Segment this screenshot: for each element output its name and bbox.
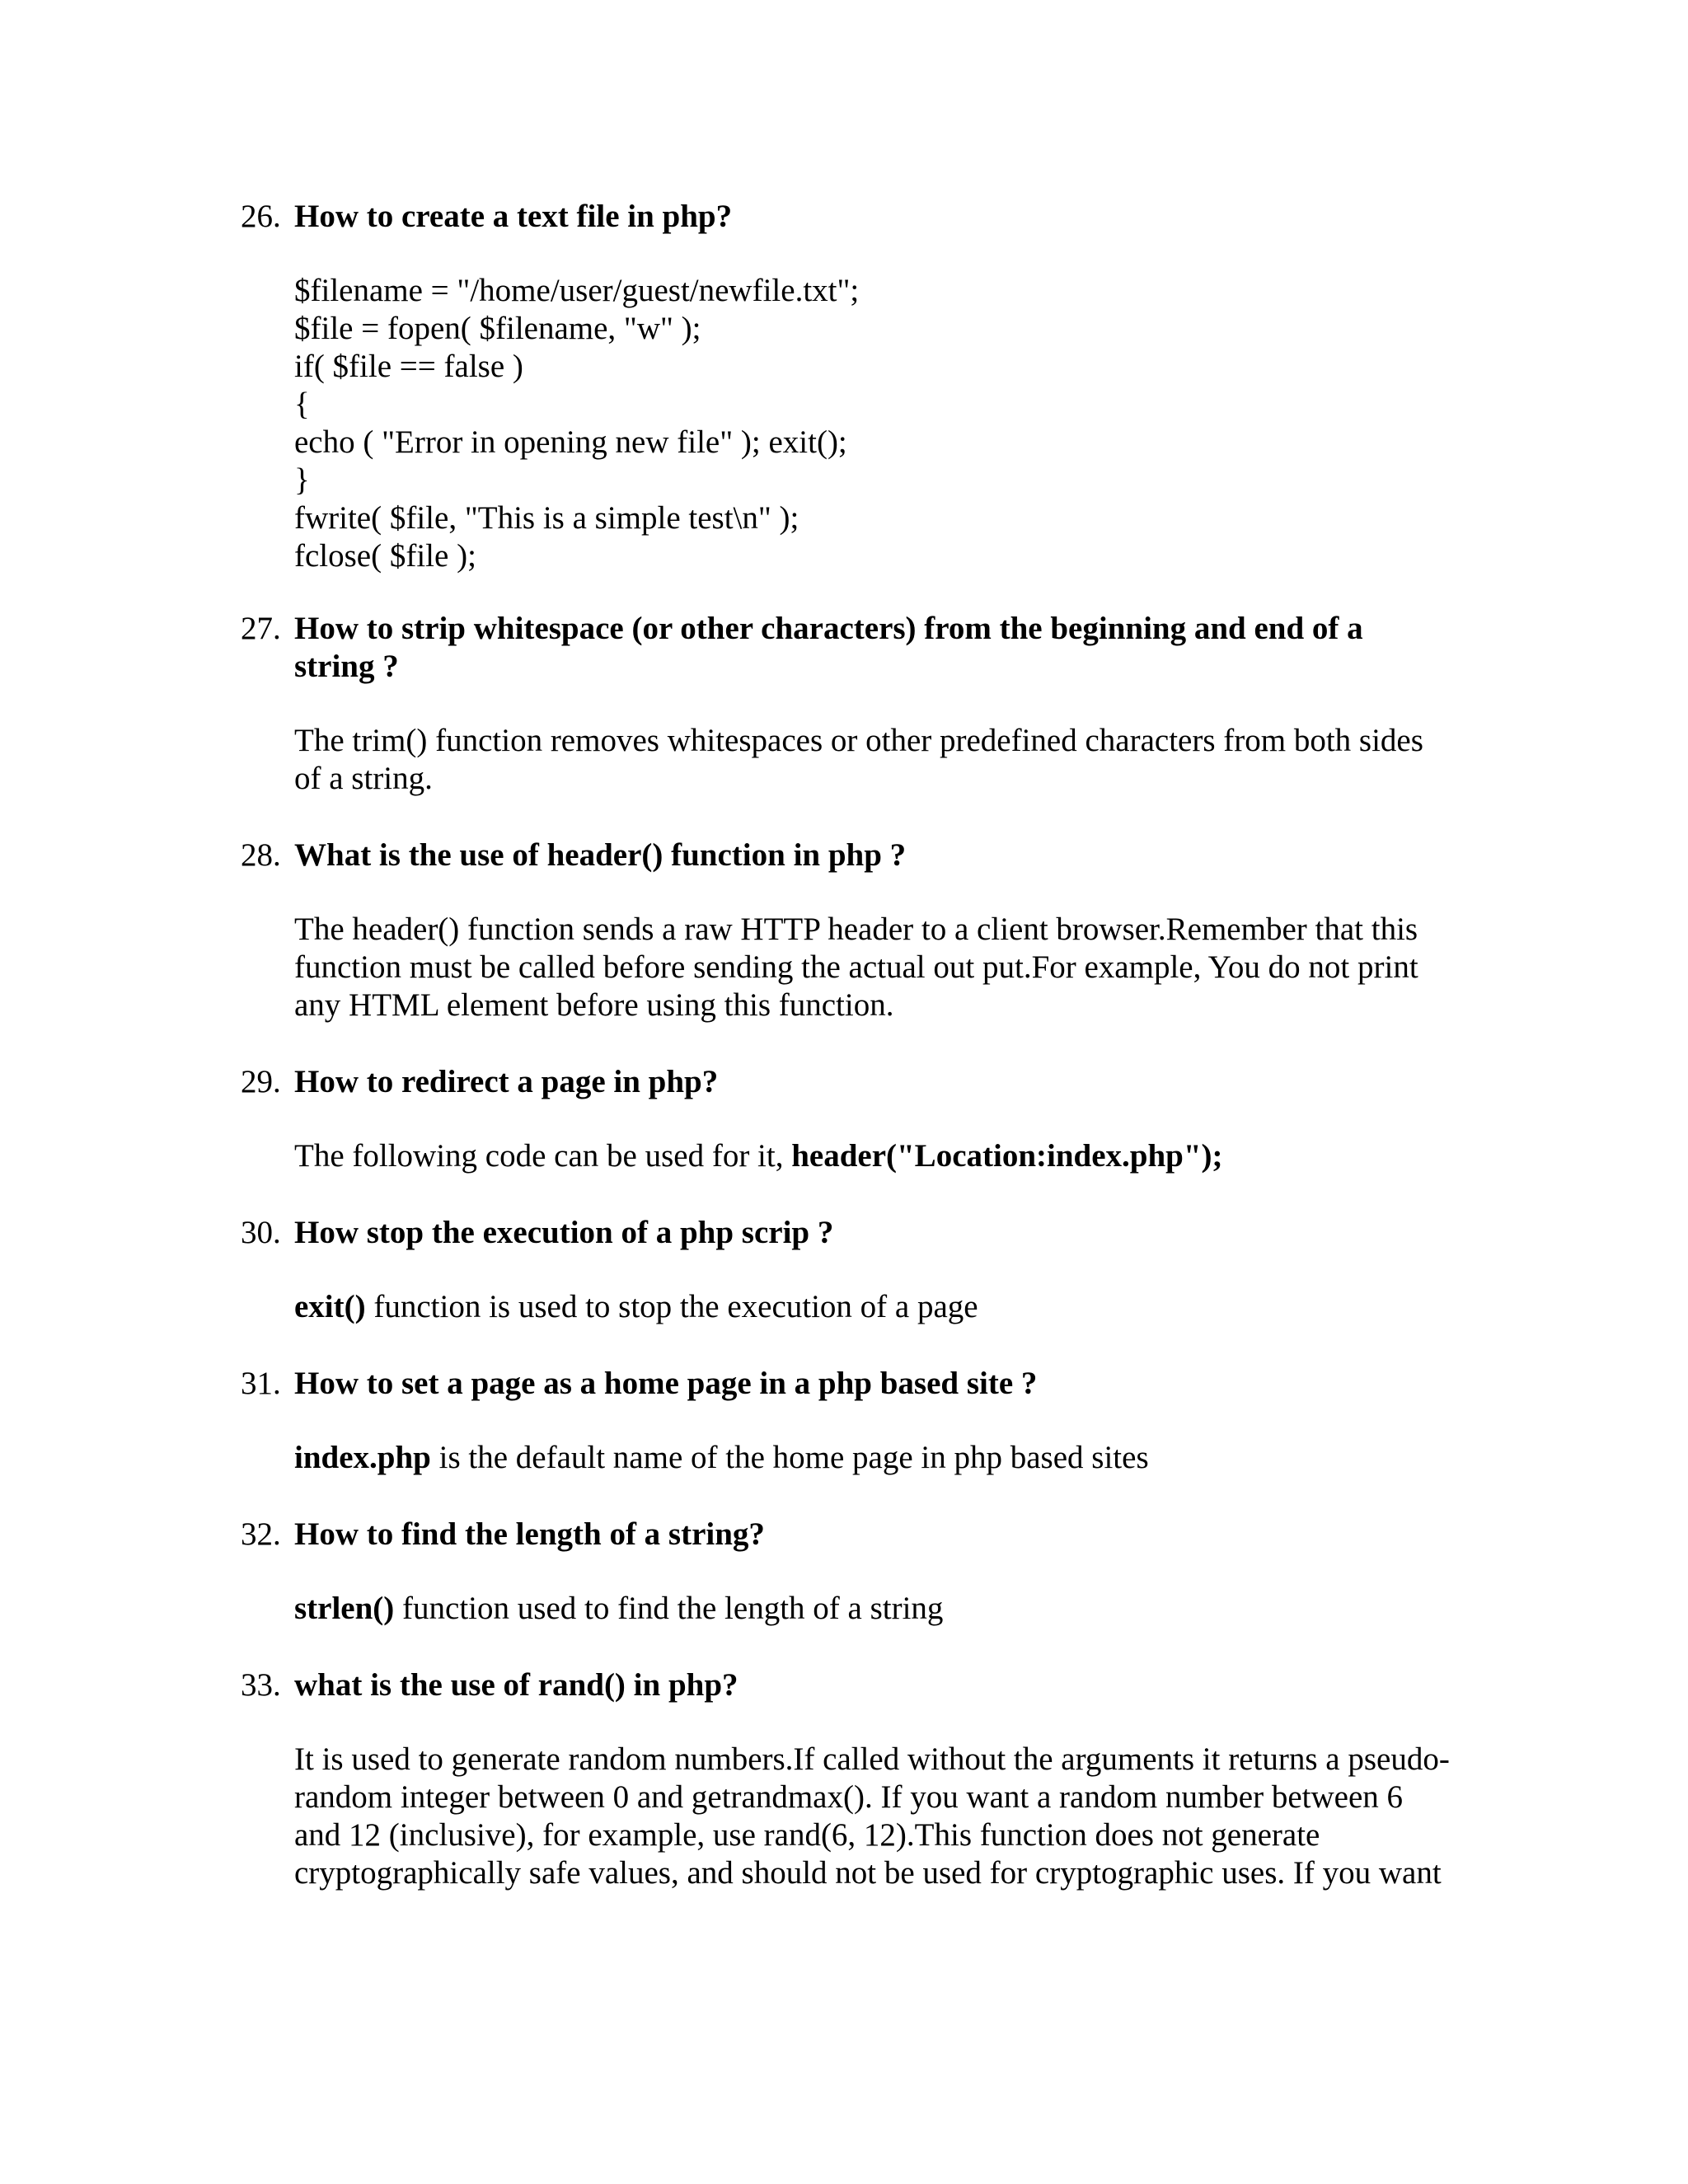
code-line: fwrite( $file, "This is a simple test\n" );	[294, 500, 799, 536]
question-number: 32.	[241, 1516, 281, 1552]
question-text: How to find the length of a string?	[294, 1516, 765, 1552]
answer-line: function must be called before sending the actual out put.For example, You do not print	[294, 949, 1418, 985]
question-text	[294, 610, 1448, 686]
answer-line: and 12 (inclusive), for example, use rand(6, 12).This function does not generate	[294, 1817, 1320, 1853]
question-number: 31.	[241, 1366, 281, 1401]
code-snippet: header("Location:index.php");	[791, 1138, 1223, 1174]
answer-line	[294, 1439, 1481, 1477]
answer-line	[294, 1137, 1481, 1175]
answer-line	[294, 1590, 1481, 1628]
answer-rest: function used to find the length of a string	[394, 1591, 944, 1626]
question-number: 30.	[241, 1215, 281, 1250]
answer-text	[294, 1137, 1481, 1175]
question-text: How to create a text file in php?	[294, 199, 733, 234]
question-text: What is the use of header() function in php ?	[294, 837, 907, 873]
answer-rest: function is used to stop the execution of a page	[365, 1289, 978, 1324]
code-line: $file = fopen( $filename, "w" );	[294, 311, 701, 346]
question-number: 26.	[241, 199, 281, 234]
code-line: fclose( $file );	[294, 538, 476, 574]
code-snippet: strlen()	[294, 1591, 395, 1626]
answer-line: random integer between 0 and getrandmax(). If you want a random number between 6	[294, 1779, 1404, 1815]
question-number: 28.	[241, 837, 281, 873]
question-text: How to set a page as a home page in a php based site ?	[294, 1366, 1038, 1401]
question-text: what is the use of rand() in php?	[294, 1667, 738, 1703]
answer-text	[294, 722, 1481, 798]
code-line: {	[294, 387, 310, 422]
question-text: How to redirect a page in php?	[294, 1064, 719, 1099]
answer-text	[294, 1439, 1481, 1477]
code-line: }	[294, 462, 310, 498]
code-snippet: exit()	[294, 1289, 366, 1324]
answer-line: The trim() function removes whitespaces or other predefined characters from both sides	[294, 723, 1423, 758]
answer-line: The header() function sends a raw HTTP header to a client browser.Remember that this	[294, 912, 1418, 947]
question-line: string ?	[294, 649, 399, 684]
code-line: $filename = "/home/user/guest/newfile.txt";	[294, 273, 860, 308]
answer-text	[294, 1590, 1481, 1628]
question-number: 33.	[241, 1667, 281, 1703]
code-line: if( $file == false )	[294, 349, 523, 384]
question-number: 27.	[241, 611, 281, 646]
code-snippet: index.php	[294, 1440, 431, 1475]
answer-rest: is the default name of the home page in php based sites	[430, 1440, 1149, 1475]
answer-text	[294, 1288, 1481, 1326]
question-text: How stop the execution of a php scrip ?	[294, 1215, 834, 1250]
question-number: 29.	[241, 1064, 281, 1099]
answer-line	[294, 1288, 1481, 1326]
code-line: echo ( "Error in opening new file" ); exit();	[294, 424, 847, 460]
answer-line: It is used to generate random numbers.If called without the arguments it returns a pseudo-	[294, 1741, 1450, 1777]
answer-line: of a string.	[294, 761, 433, 796]
answer-line: any HTML element before using this function.	[294, 987, 894, 1023]
answer-text	[294, 1741, 1481, 1892]
code-block	[294, 272, 1481, 575]
answer-prefix: The following code can be used for it,	[294, 1138, 792, 1174]
answer-line: cryptographically safe values, and should not be used for cryptographic uses. If you want	[294, 1855, 1442, 1891]
question-line: How to strip whitespace (or other characters) from the beginning and end of a	[294, 611, 1363, 646]
answer-text	[294, 911, 1481, 1024]
